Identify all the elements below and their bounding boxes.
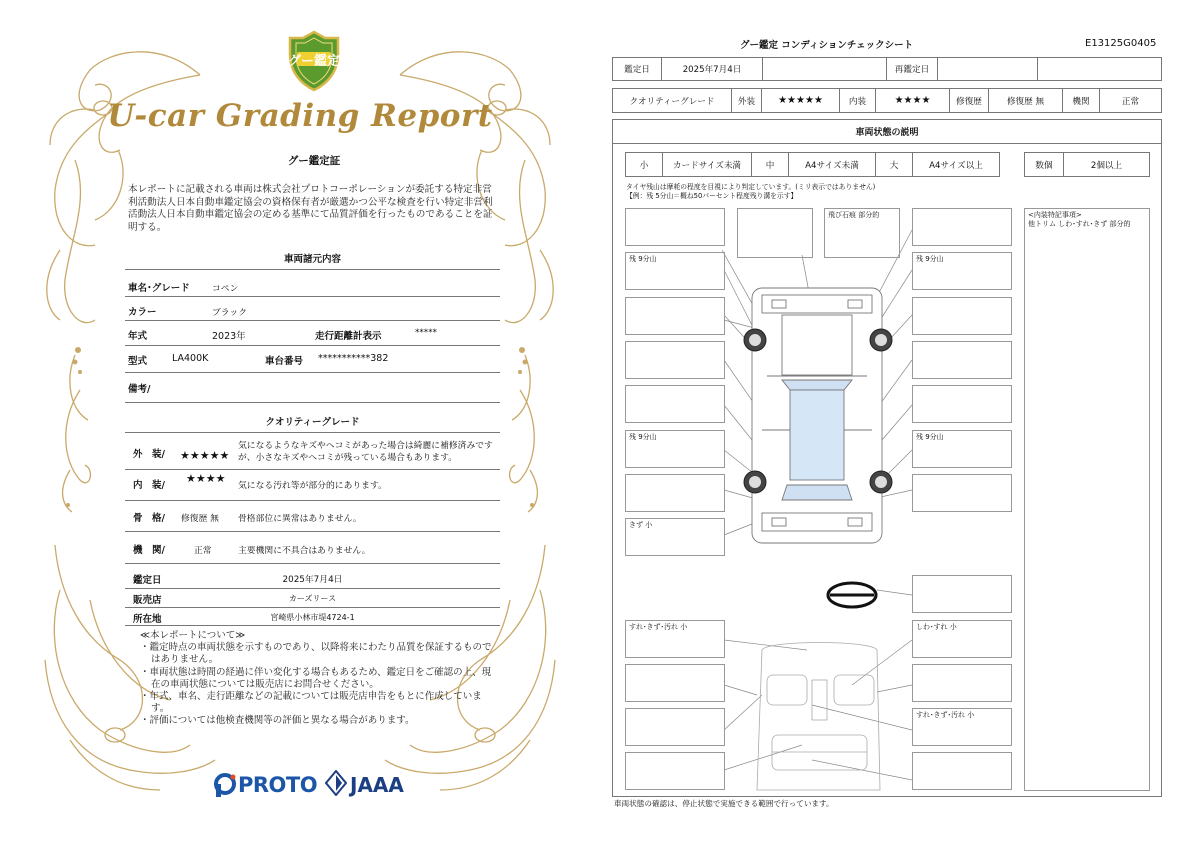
- state-heading: 車両状態の説明: [612, 119, 1162, 144]
- exterior-label: 外 装/: [133, 449, 165, 460]
- damage-box: [625, 385, 725, 423]
- interior-stars-cell: ★★★★: [875, 88, 950, 113]
- model-value: LA400K: [172, 353, 209, 364]
- blank-cell: [1037, 57, 1162, 81]
- interior-box: すれ･きず･汚れ 小: [625, 620, 725, 658]
- damage-box: [912, 385, 1012, 423]
- sheet-code: E13125G0405: [1085, 38, 1157, 49]
- redate-label-cell: 再鑑定日: [886, 57, 938, 81]
- sheet-footer-note: 車両状態の確認は、停止状態で実施できる範囲で行っています。: [614, 799, 834, 808]
- mileage-label: 走行距離計表示: [315, 331, 382, 342]
- report-title: U-car Grading Report: [107, 98, 493, 134]
- divider: [125, 469, 500, 470]
- engine-label: 機 関/: [133, 545, 165, 556]
- chassis-label: 車台番号: [265, 356, 304, 367]
- legend-mid: 中: [751, 152, 789, 177]
- divider: [125, 500, 500, 501]
- damage-box: [912, 341, 1012, 379]
- damage-box: [625, 341, 725, 379]
- damage-box: 残 9分山: [912, 430, 1012, 468]
- legend-small: 小: [625, 152, 663, 177]
- damage-box: 飛び石痕 部分的: [824, 208, 900, 258]
- exterior-desc: 気になるようなキズやヘコミがあった場合は綺麗に補修済みですが、小さなキズやヘコミが残っている場合もあります。: [238, 441, 493, 463]
- divider: [125, 320, 500, 321]
- chassis-value: ***********382: [318, 353, 389, 364]
- sheet-title: グー鑑定 コンディションチェックシート: [740, 40, 914, 51]
- divider: [125, 296, 500, 297]
- color-value: ブラック: [212, 308, 248, 318]
- damage-box: [912, 474, 1012, 512]
- steering-wheel-icon: [828, 583, 876, 607]
- mileage-value: *****: [415, 328, 437, 338]
- blank-cell: [762, 57, 887, 81]
- damage-box: 残 9分山: [625, 252, 725, 290]
- divider: [125, 402, 500, 403]
- notes: [140, 630, 495, 728]
- engine-value-cell: 正常: [1099, 88, 1162, 113]
- legend-count: 数個: [1024, 152, 1064, 177]
- notes-heading: ≪本レポートについて≫: [140, 630, 246, 641]
- proto-logo-icon: [213, 772, 237, 798]
- color-label: カラー: [128, 307, 157, 318]
- jaaa-logo-icon: [325, 770, 347, 796]
- seal-label: グー鑑定: [287, 54, 340, 69]
- engine-value: 正常: [194, 546, 212, 556]
- specs-heading: 車両諸元内容: [283, 254, 341, 265]
- quality-label-cell: クオリティーグレード: [612, 88, 732, 113]
- intro-text: 本レポートに記載される車両は株式会社プロトコーポレーションが委託する特定非営利活動法人日本自動車鑑定協会の資格保有者が厳選かつ公平な検査を行い特定非営利活動法人日本自動車鑑定協会の定める基準にて品質評価を行ったものであることを証明する。: [128, 184, 493, 233]
- interior-label: 内 装/: [133, 480, 165, 491]
- note-item: ・車両状態は時間の経過に伴い変化する場合もあるため、鑑定日をご確認の上、現在の車両状態については販売店にお問合せください。: [140, 666, 492, 690]
- damage-box: 残 9分山: [625, 430, 725, 468]
- interior-label-cell: 内装: [839, 88, 876, 113]
- note-item: ・評価については他検査機関等の評価と異なる場合があります。: [140, 715, 415, 727]
- location-value: 宮崎県小林市堤4724-1: [270, 613, 355, 622]
- jaaa-logo: JAAA: [350, 773, 404, 797]
- year-value: 2023年: [212, 331, 246, 342]
- damage-box: [912, 208, 1012, 246]
- divider: [125, 607, 500, 608]
- exterior-label-cell: 外装: [731, 88, 762, 113]
- model-label: 型式: [128, 356, 148, 367]
- date-label-cell: 鑑定日: [612, 57, 662, 81]
- interior-box: [625, 752, 725, 790]
- date-value-cell: 2025年7月4日: [661, 57, 763, 81]
- interior-box: すれ･きず･汚れ 小: [912, 708, 1012, 746]
- redate-value-cell: [937, 57, 1038, 81]
- legend-small-desc: カードサイズ未満: [662, 152, 752, 177]
- exterior-stars: ★★★★★: [180, 449, 230, 462]
- damage-box: [625, 208, 725, 246]
- divider: [125, 372, 500, 373]
- proto-logo: PROTO: [238, 773, 318, 797]
- year-label: 年式: [128, 331, 148, 342]
- name-label: 車名･グレード: [128, 283, 190, 294]
- divider: [125, 269, 500, 270]
- dealer-value: カーズリース: [288, 594, 337, 603]
- legend-large-desc: A4サイズ以上: [912, 152, 1000, 177]
- dealer-label: 販売店: [133, 595, 162, 606]
- divider: [125, 531, 500, 532]
- frame-desc: 骨格部位に異常はありません。: [238, 514, 362, 524]
- tire-note-1: タイヤ残山は摩耗の程度を目視により判定しています。(ミリ表示ではありません): [626, 183, 876, 191]
- interior-box: [912, 752, 1012, 790]
- interior-box: [625, 664, 725, 702]
- damage-box: [912, 297, 1012, 335]
- interior-stars: ★★★★: [186, 472, 226, 485]
- certificate-title: グー鑑定証: [287, 155, 341, 167]
- damage-box: [625, 297, 725, 335]
- location-label: 所在地: [133, 614, 162, 625]
- legend-count-desc: 2個以上: [1063, 152, 1150, 177]
- frame-label: 骨 格/: [133, 513, 165, 524]
- legend-large: 大: [875, 152, 913, 177]
- name-value: コペン: [212, 284, 239, 294]
- divider: [125, 625, 500, 626]
- divider: [125, 563, 500, 564]
- damage-box: [625, 474, 725, 512]
- interior-box: [625, 708, 725, 746]
- divider: [125, 432, 500, 433]
- special-text: 他トリム しわ･すれ･きず 部分的: [1028, 220, 1131, 228]
- date-value: 2025年7月4日: [282, 575, 343, 585]
- divider: [125, 588, 500, 589]
- repair-value-cell: 修復歴 無: [988, 88, 1063, 113]
- damage-box: [737, 208, 813, 258]
- interior-box: [912, 664, 1012, 702]
- legend-mid-desc: A4サイズ未満: [788, 152, 876, 177]
- tire-note-2: 【例：残 5分山＝概ね50パーセント程度残り溝を示す】: [626, 192, 798, 200]
- special-heading: <内装特記事項>: [1028, 211, 1082, 219]
- frame-value: 修復歴 無: [181, 514, 219, 524]
- interior-desc: 気になる汚れ等が部分的にあります。: [238, 481, 387, 491]
- special-notes-panel: [1024, 208, 1150, 791]
- repair-label-cell: 修復歴: [949, 88, 989, 113]
- note-item: ・年式、車名、走行距離などの記載については販売店申告をもとに作成しています。: [140, 691, 482, 715]
- damage-box: きず 小: [625, 518, 725, 556]
- damage-box: 残 9分山: [912, 252, 1012, 290]
- date-label: 鑑定日: [133, 575, 162, 586]
- engine-label-cell: 機関: [1062, 88, 1100, 113]
- exterior-stars-cell: ★★★★★: [761, 88, 840, 113]
- quality-heading: クオリティーグレード: [265, 417, 360, 428]
- remarks-label: 備考/: [128, 384, 151, 395]
- divider: [125, 345, 500, 346]
- interior-box: しわ･すれ 小: [912, 620, 1012, 658]
- engine-desc: 主要機関に不具合はありません。: [238, 546, 371, 556]
- note-item: ・鑑定時点の車両状態を示すものであり、以降将来にわたり品質を保証するものではありません。: [140, 642, 492, 666]
- damage-box: [912, 575, 1012, 613]
